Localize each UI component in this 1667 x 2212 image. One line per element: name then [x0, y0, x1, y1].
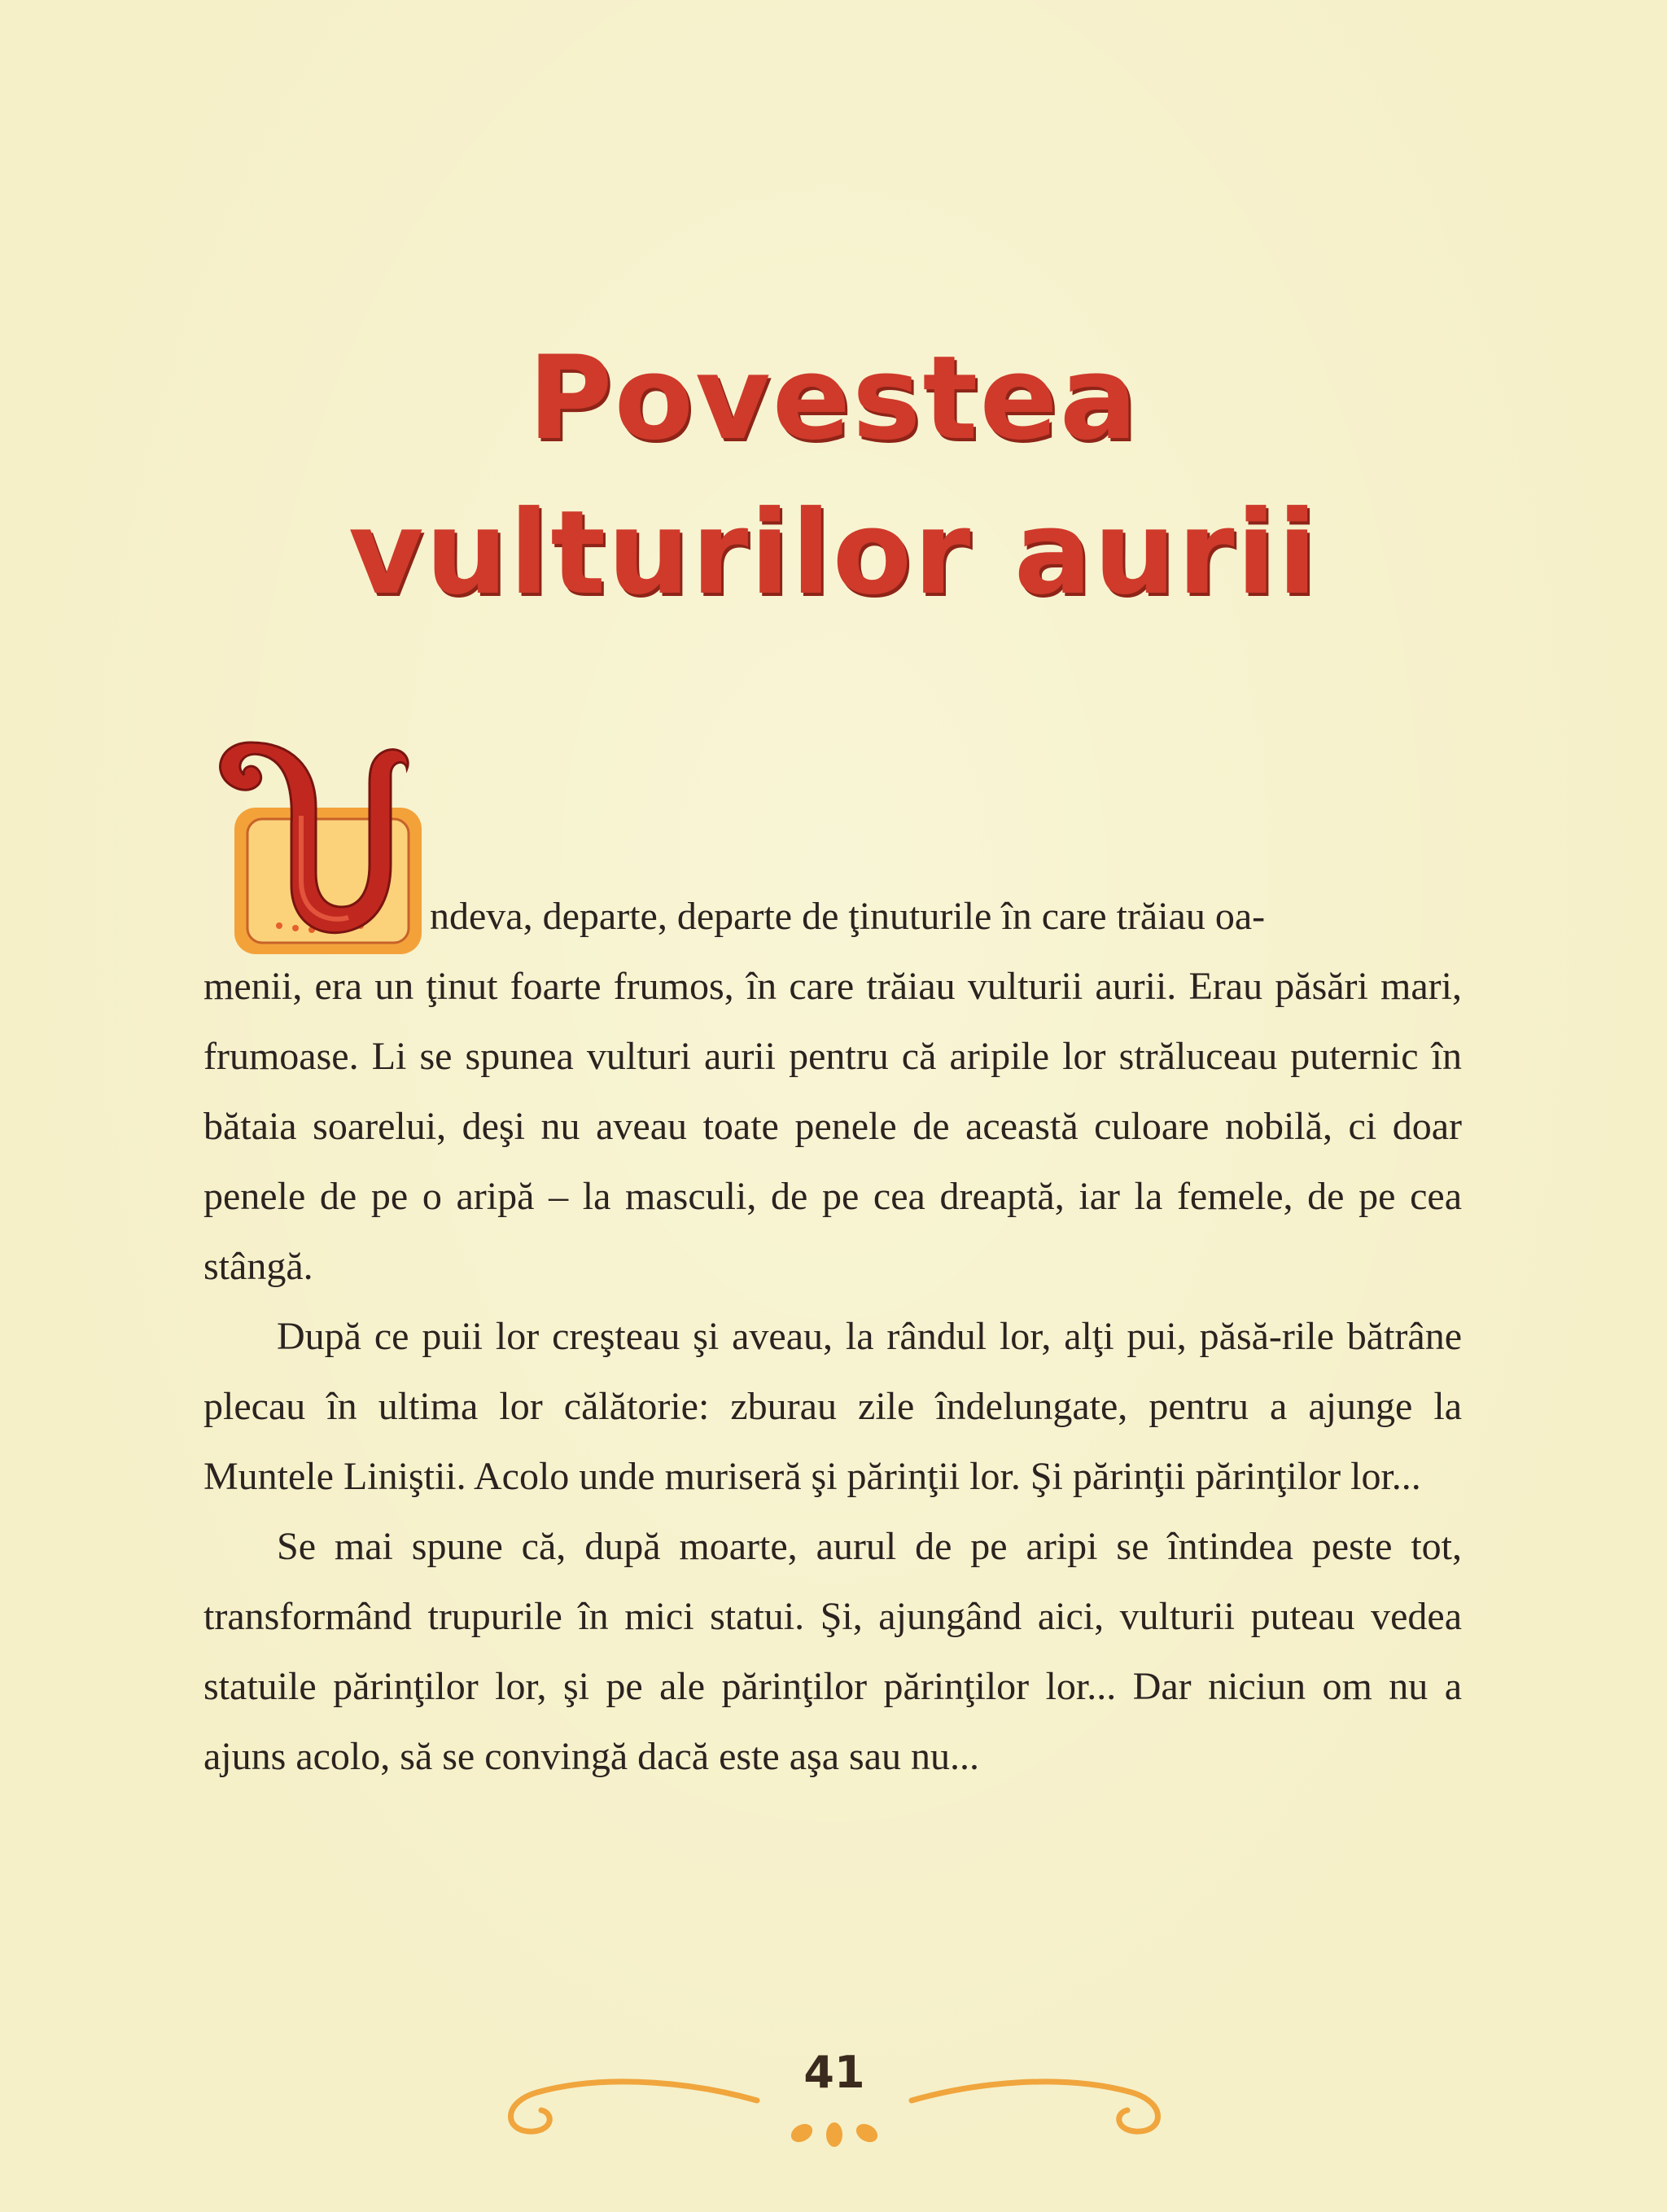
page-footer	[488, 2035, 1180, 2157]
title-line-1: Povestea	[527, 331, 1140, 466]
story-text	[203, 882, 1462, 1792]
paragraph-2: După ce puii lor creşteau şi aveau, la rândul lor, alţi pui, păsă-rile bătrâne plecau în ultima lor călătorie: zburau zile îndelungate, pentru a ajunge la Muntele Liniştii. Acolo unde muriseră şi părinţii lor. Şi părinţii părinţilor lor...	[203, 1315, 1462, 1498]
paragraph-1-first-line: ndeva, departe, departe de ţinuturile în care trăiau oa-	[430, 895, 1266, 938]
paragraph-1-rest: menii, era un ţinut foarte frumos, în care trăiau vulturii aurii. Erau păsări mari, frumoase. Li se spunea vulturi aurii pentru că aripile lor străluceau puternic în bătaia soarelui, deşi nu aveau toate penele de această culoare nobilă, ci doar penele de pe o aripă – la masculi, de pe cea dreaptă, iar la femele, de pe cea stângă.	[203, 965, 1462, 1288]
paragraph-1	[203, 882, 1462, 1302]
page-number: 41	[803, 2047, 865, 2098]
paragraph-3: Se mai spune că, după moarte, aurul de pe aripi se întindea peste tot, transformând trupurile în mici statui. Şi, ajungând aici, vulturii puteau vedea statuile părinţilor lor, şi pe ale părinţilor părinţilor lor... Dar niciun om nu a ajuns acolo, să se convingă dacă este aşa sau nu...	[203, 1525, 1462, 1778]
page-title	[0, 322, 1667, 631]
title-line-2: vulturilor aurii	[348, 486, 1319, 620]
